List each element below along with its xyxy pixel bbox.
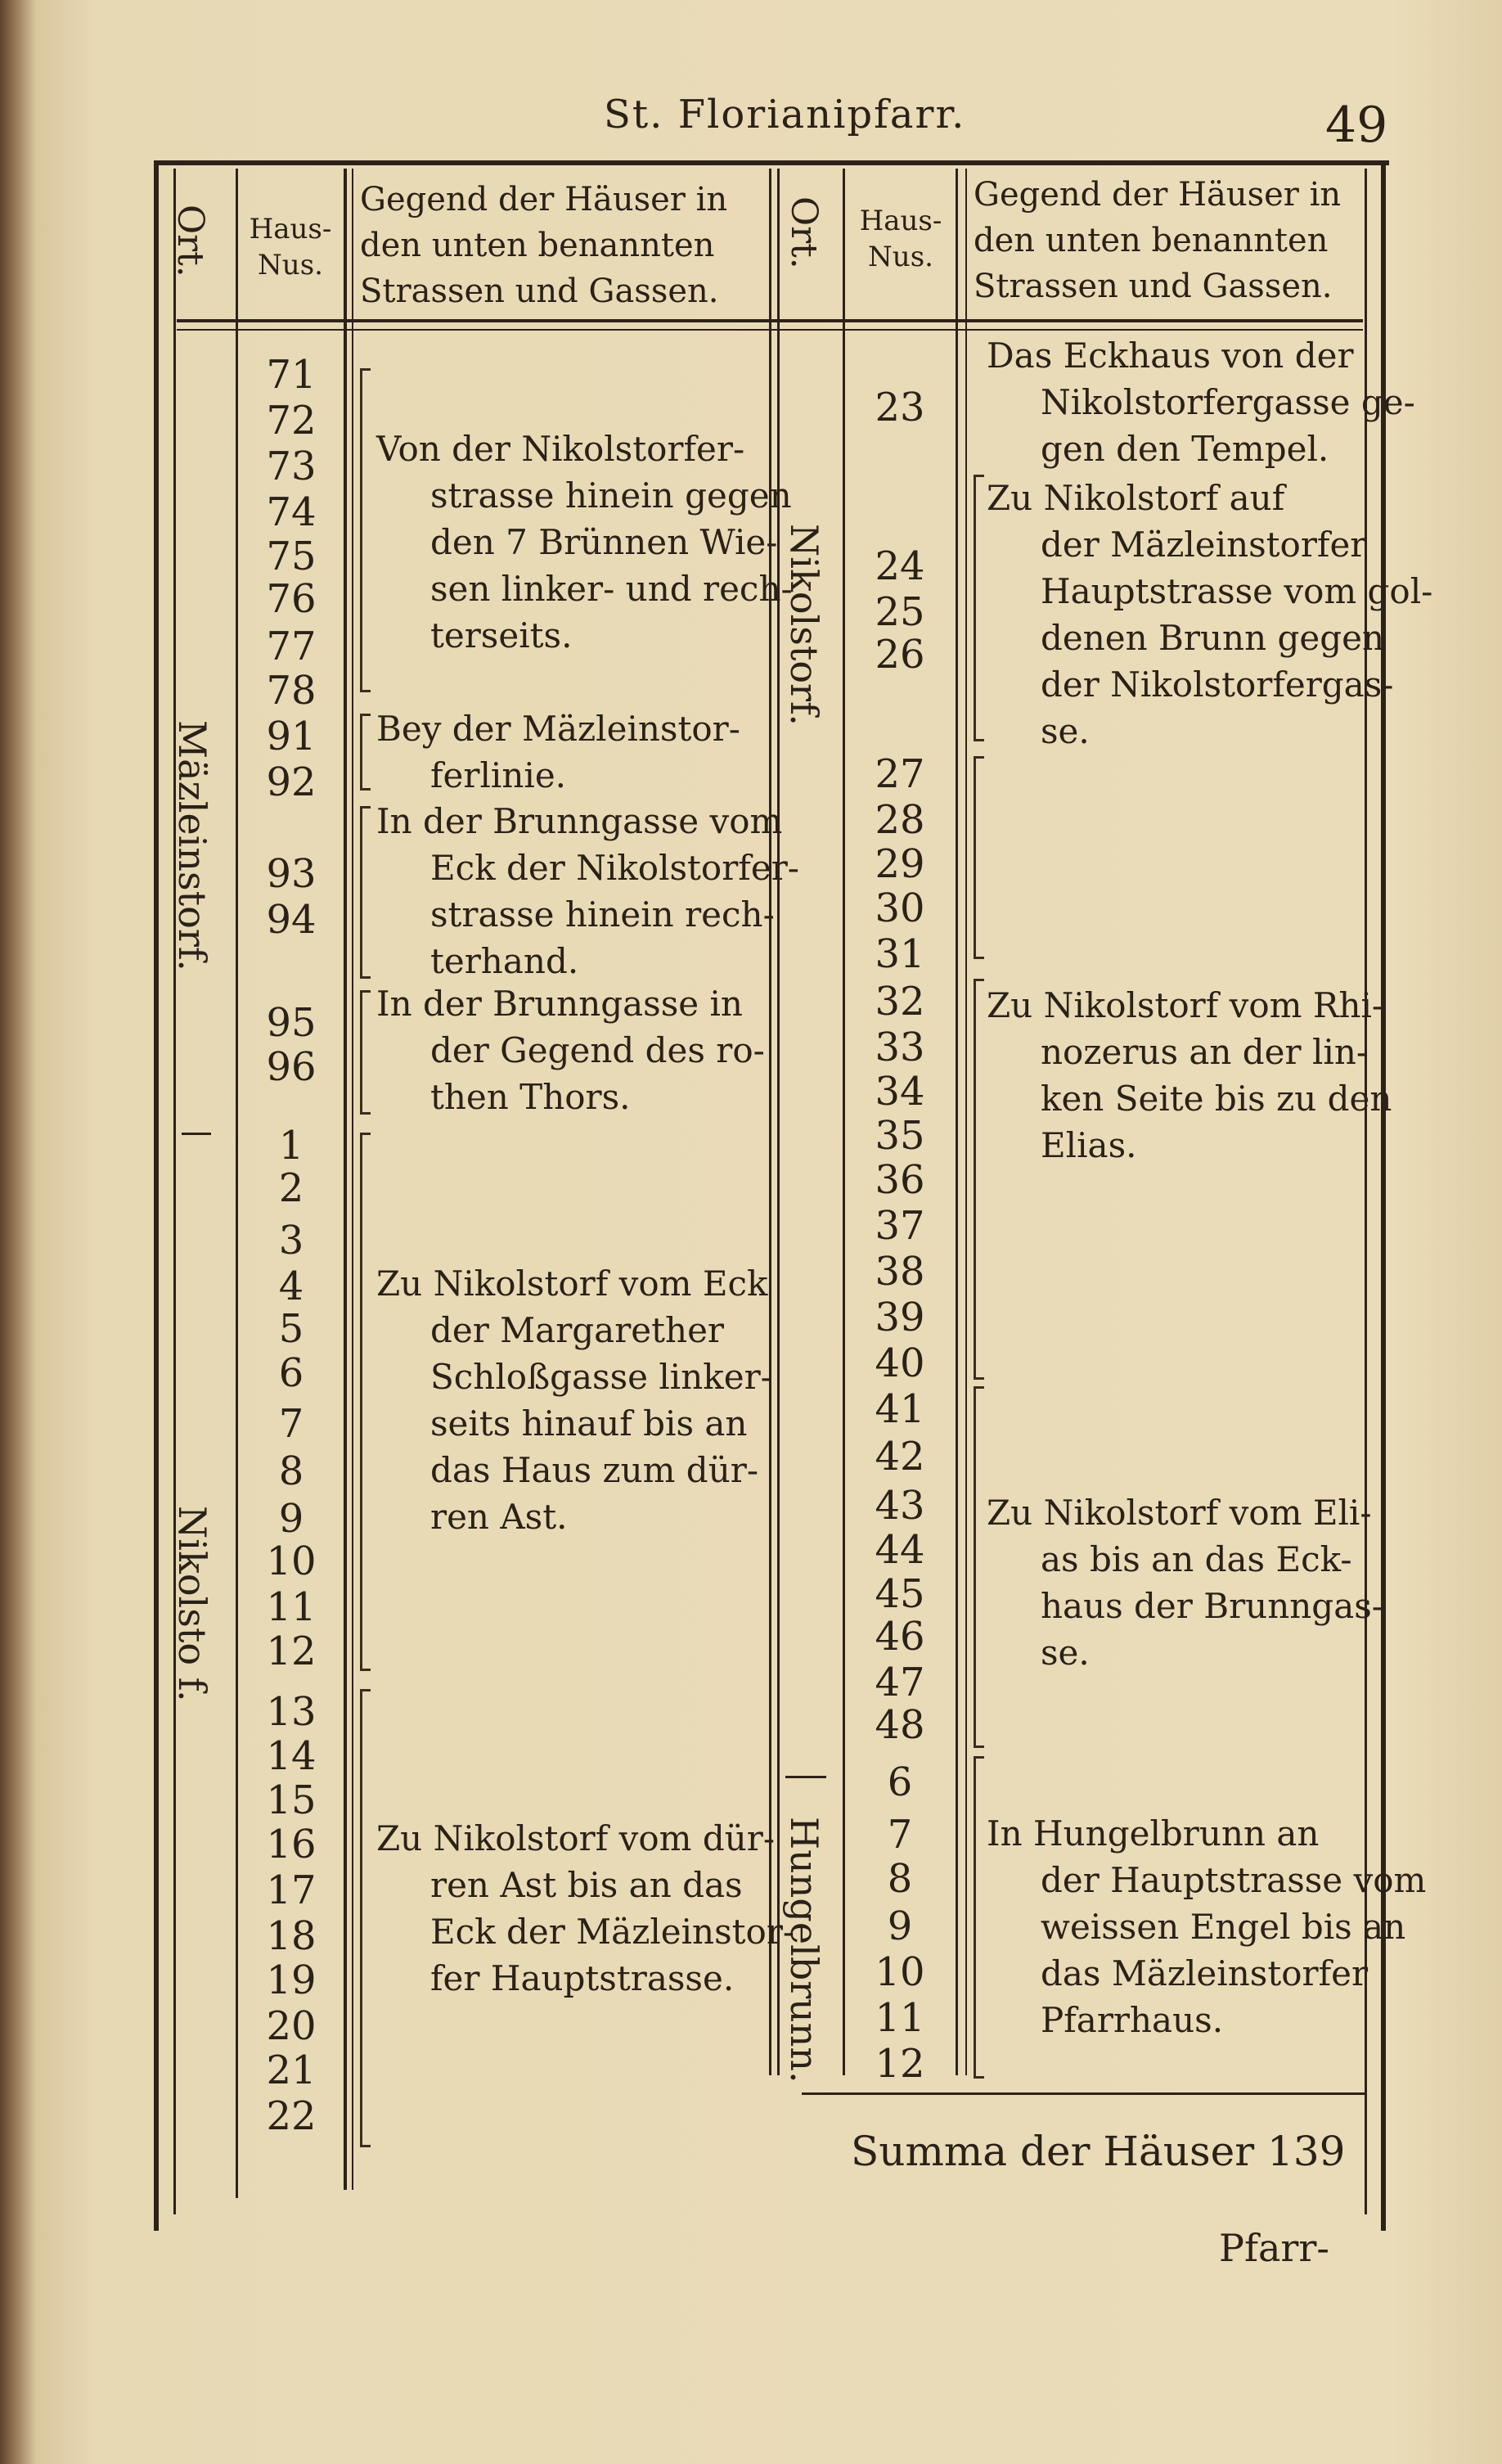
right-house-number: 46 [875, 1614, 925, 1660]
left-description-group [376, 798, 799, 984]
right-description-line: Hauptstrasse vom gol- [1041, 571, 1433, 611]
left-house-number: 16 [266, 1822, 317, 1867]
right-num-rule-b [965, 169, 967, 2075]
left-house-number: 96 [266, 1044, 317, 1090]
right-house-number: 29 [875, 841, 925, 887]
left-place-nikolstorf: Nikolsto f. [170, 1506, 214, 1702]
left-house-number: 17 [266, 1867, 317, 1913]
right-header-gegend-line3: Strassen und Gassen. [974, 268, 1333, 305]
left-description-line: sen linker- und rech- [430, 569, 793, 609]
left-description-group [376, 426, 793, 659]
left-house-number: 8 [278, 1448, 304, 1494]
left-house-number: 76 [266, 576, 317, 622]
right-description-group [987, 982, 1392, 1169]
left-description-line: terhand. [430, 941, 579, 981]
left-grouping-brace [360, 990, 371, 1115]
left-description-line: der Gegend des ro- [430, 1030, 765, 1070]
right-description-group [987, 1489, 1383, 1676]
left-house-number: 22 [266, 2093, 317, 2139]
right-house-number: 36 [875, 1157, 925, 1203]
left-header-gegend [360, 177, 769, 314]
left-description-line: den 7 Brünnen Wie- [430, 522, 778, 562]
right-house-number: 32 [875, 979, 925, 1025]
left-house-number: 74 [266, 489, 317, 535]
right-header-gegend [974, 172, 1366, 309]
right-house-number: 23 [875, 385, 925, 430]
right-description-line: Elias. [1041, 1125, 1137, 1165]
right-grouping-brace [974, 979, 984, 1380]
right-house-number: 24 [875, 543, 925, 589]
right-description-line: gen den Tempel. [1041, 429, 1329, 469]
left-description-line: strasse hinein rech- [430, 894, 775, 935]
right-grouping-brace [974, 1386, 984, 1748]
left-description-line: ferlinie. [430, 755, 567, 795]
left-house-number: 13 [266, 1689, 317, 1735]
left-house-number: 93 [266, 851, 317, 897]
left-header-haus: Haus-Nus. [249, 213, 332, 282]
right-description-line: Nikolstorfergasse ge- [1041, 382, 1415, 422]
right-house-number: 11 [875, 1995, 925, 2041]
left-description-line: seits hinauf bis an [430, 1403, 748, 1444]
left-place-maezleinstorf: Mäzleinstorf. [170, 720, 214, 971]
right-description-line: ken Seite bis zu den [1041, 1079, 1392, 1119]
right-house-number: 41 [875, 1386, 925, 1432]
right-description-line: weissen Engel bis an [1041, 1907, 1406, 1947]
right-house-number: 33 [875, 1025, 925, 1070]
right-house-number: 42 [875, 1434, 925, 1480]
right-place-nikolstorf: Nikolstorf. [782, 524, 826, 727]
right-description-line: se. [1041, 711, 1090, 751]
right-house-number: 25 [875, 589, 925, 635]
right-house-number: 35 [875, 1113, 925, 1159]
left-house-number: 72 [266, 398, 317, 444]
left-house-number: 10 [266, 1538, 317, 1584]
left-description-line: then Thors. [430, 1077, 631, 1117]
left-grouping-brace [360, 1133, 371, 1671]
left-header-gegend-line1: Gegend der Häuser in [360, 181, 728, 218]
left-house-number: 2 [278, 1165, 304, 1211]
right-house-number: 39 [875, 1295, 925, 1340]
left-house-number: 19 [266, 1957, 317, 2003]
left-grouping-brace [360, 714, 371, 791]
right-house-number: 31 [875, 931, 925, 977]
right-grouping-brace [974, 1756, 984, 2079]
left-house-number: 12 [266, 1628, 317, 1674]
left-house-number: 78 [266, 668, 317, 714]
right-description-line: as bis an das Eck- [1041, 1539, 1352, 1579]
left-house-number: 14 [266, 1733, 317, 1779]
right-description-line: Zu Nikolstorf vom Rhi- [987, 985, 1384, 1025]
right-description-line: denen Brunn gegen [1041, 618, 1385, 658]
right-house-number: 10 [875, 1949, 925, 1995]
right-header-ort: Ort. [783, 196, 825, 269]
left-house-number: 7 [278, 1401, 304, 1447]
left-description-line: ren Ast. [430, 1497, 568, 1537]
right-num-rule-a [956, 169, 958, 2075]
left-description-line: Zu Nikolstorf vom Eck [376, 1264, 768, 1304]
table-top-rule [154, 160, 1389, 165]
left-description-line: In der Brunngasse vom [376, 801, 783, 841]
left-house-number: 91 [266, 714, 317, 759]
right-house-number: 48 [875, 1702, 925, 1748]
left-header-ort: Ort. [169, 205, 211, 277]
right-house-number: 44 [875, 1527, 925, 1573]
right-house-number: 7 [887, 1812, 913, 1858]
left-description-line: Zu Nikolstorf vom dür- [376, 1818, 776, 1858]
right-place-divider [785, 1776, 826, 1778]
right-house-number: 12 [875, 2041, 925, 2087]
right-house-number: 28 [875, 797, 925, 843]
right-description-group [987, 475, 1432, 755]
right-description-line: der Nikolstorfergas- [1041, 664, 1394, 705]
right-place-hungelbrunn: Hungelbrunn. [782, 1817, 826, 2083]
catchword: Pfarr- [1219, 2226, 1329, 2270]
left-grouping-brace [360, 368, 371, 692]
left-house-number: 77 [266, 624, 317, 669]
left-description-line: das Haus zum dür- [430, 1450, 759, 1490]
right-house-number: 34 [875, 1069, 925, 1115]
right-description-line: Das Eckhaus von der [987, 336, 1354, 376]
right-description-line: der Mäzleinstorfer [1041, 525, 1367, 565]
left-ort-rule [236, 169, 238, 2198]
right-description-group [987, 1810, 1426, 2043]
left-house-number: 71 [266, 352, 317, 398]
right-house-number: 45 [875, 1571, 925, 1617]
left-description-line: Von der Nikolstorfer- [376, 429, 745, 469]
right-ort-rule [843, 169, 845, 2075]
left-description-line: Eck der Nikolstorfer- [430, 848, 799, 888]
left-description-line: Eck der Mäzleinstor- [430, 1912, 795, 1952]
left-house-number: 94 [266, 897, 317, 943]
left-description-group [376, 1815, 794, 2002]
left-num-rule-b [352, 169, 353, 2190]
right-description-line: haus der Brunngas- [1041, 1586, 1383, 1626]
left-house-number: 15 [266, 1777, 317, 1823]
left-house-number: 21 [266, 2047, 317, 2093]
left-description-group [376, 980, 765, 1120]
table-left-rule [154, 160, 159, 2231]
summa-rule [802, 2092, 1366, 2095]
left-grouping-brace [360, 806, 371, 979]
right-header-gegend-line2: den unten benannten [974, 222, 1329, 259]
right-description-line: Pfarrhaus. [1041, 2000, 1224, 2040]
left-description-group [376, 705, 740, 799]
right-house-number: 9 [887, 1903, 913, 1949]
right-description-line: nozerus an der lin- [1041, 1032, 1369, 1072]
right-description-line: Zu Nikolstorf auf [987, 478, 1285, 518]
left-place-divider [182, 1133, 211, 1135]
inner-left-rule [173, 169, 176, 2214]
left-house-number: 9 [278, 1496, 304, 1542]
right-house-number: 6 [887, 1759, 913, 1805]
left-house-number: 18 [266, 1913, 317, 1959]
left-description-group [376, 1260, 772, 1540]
left-header-gegend-line2: den unten benannten [360, 227, 715, 264]
right-house-number: 43 [875, 1483, 925, 1529]
left-house-number: 73 [266, 444, 317, 489]
left-grouping-brace [360, 1689, 371, 2147]
right-house-number: 26 [875, 632, 925, 678]
left-house-number: 92 [266, 759, 317, 805]
left-description-line: der Margarether [430, 1310, 725, 1350]
left-description-line: Schloßgasse linker- [430, 1357, 772, 1397]
right-house-number: 47 [875, 1660, 925, 1705]
right-house-number: 40 [875, 1340, 925, 1386]
right-grouping-brace [974, 756, 984, 959]
left-header-gegend-line3: Strassen und Gassen. [360, 273, 719, 310]
left-house-number: 5 [278, 1306, 304, 1352]
right-description-line: Zu Nikolstorf vom Eli- [987, 1493, 1372, 1533]
left-description-line: ren Ast bis an das [430, 1865, 743, 1905]
running-head: St. Florianipfarr. [604, 92, 966, 137]
page-number: 49 [1325, 97, 1388, 154]
left-description-line: Bey der Mäzleinstor- [376, 709, 740, 749]
left-house-number: 11 [266, 1584, 317, 1630]
left-description-line: strasse hinein gegen [430, 475, 792, 516]
left-num-rule-a [344, 169, 347, 2190]
right-description-line: der Hauptstrasse vom [1041, 1860, 1427, 1900]
summa-der-haeuser: Summa der Häuser 139 [851, 2128, 1346, 2175]
right-description-line: das Mäzleinstorfer [1041, 1953, 1369, 1993]
left-house-number: 95 [266, 1000, 317, 1046]
right-description-line: se. [1041, 1633, 1090, 1673]
right-description-group [987, 332, 1415, 472]
right-house-number: 38 [875, 1249, 925, 1295]
left-description-line: terseits. [430, 615, 573, 655]
left-house-number: 1 [278, 1123, 304, 1169]
right-header-gegend-line1: Gegend der Häuser in [974, 176, 1342, 214]
right-grouping-brace [974, 475, 984, 741]
left-house-number: 20 [266, 2003, 317, 2049]
right-header-haus: Haus-Nus. [859, 205, 942, 273]
left-description-line: fer Hauptstrasse. [430, 1958, 735, 1998]
right-house-number: 30 [875, 885, 925, 931]
right-house-number: 27 [875, 751, 925, 797]
left-house-number: 75 [266, 534, 317, 579]
left-house-number: 4 [278, 1264, 304, 1309]
right-house-number: 37 [875, 1203, 925, 1249]
left-description-line: In der Brunngasse in [376, 984, 743, 1024]
right-description-line: In Hungelbrunn an [987, 1813, 1320, 1854]
right-house-number: 8 [887, 1856, 913, 1902]
left-house-number: 6 [278, 1350, 304, 1396]
left-house-number: 3 [278, 1218, 304, 1264]
